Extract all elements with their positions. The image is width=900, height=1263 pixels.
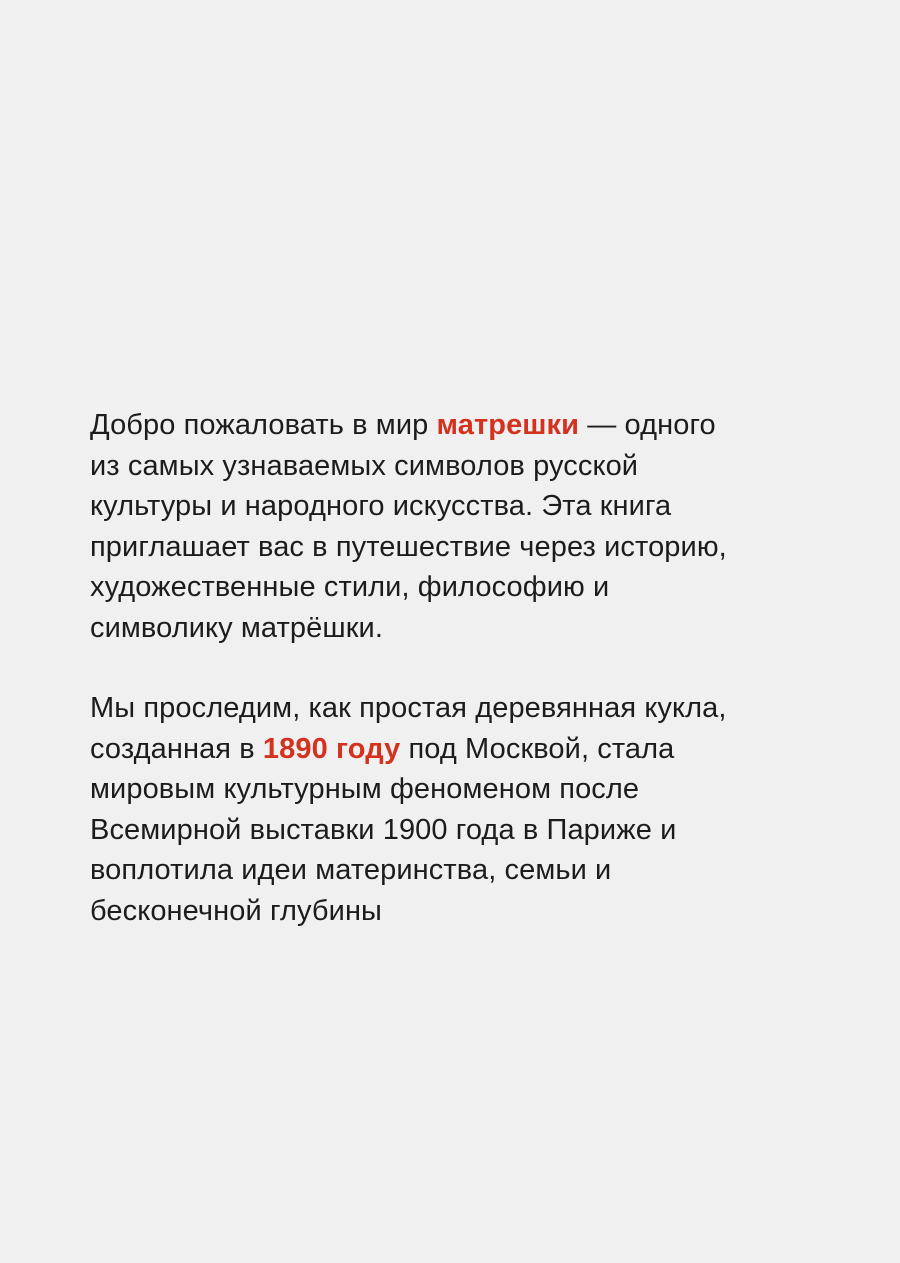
text-line: мировым культурным феноменом после <box>90 773 640 805</box>
text-line: культуры и народного искусства. Эта книга <box>90 490 672 522</box>
intro-paragraph-1 <box>90 405 820 648</box>
intro-paragraph-2 <box>90 688 820 931</box>
text-segment: Добро пожаловать в мир <box>90 409 437 441</box>
text-line: воплотила идеи материнства, семьи и <box>90 854 612 886</box>
text-line <box>90 729 820 770</box>
text-line: бесконечной глубины <box>90 894 382 927</box>
highlight-matryoshka: матрешки <box>436 409 580 441</box>
text-line: приглашает вас в путешествие через историю, <box>90 530 727 563</box>
text-line: Мы проследим, как простая деревянная кукла, <box>90 692 727 724</box>
text-line: Всемирной выставки 1900 года в Париже и <box>90 813 677 846</box>
text-line: из самых узнаваемых символов русской <box>90 449 639 482</box>
intro-text-block <box>90 405 820 931</box>
text-segment: созданная в <box>90 732 263 765</box>
text-line: символику матрёшки. <box>90 611 383 644</box>
highlight-year: 1890 году <box>262 732 401 765</box>
text-line: художественные стили, философию и <box>90 571 610 603</box>
text-segment: под Москвой, стала <box>400 732 675 765</box>
text-line <box>90 405 820 446</box>
text-segment: — одного <box>579 409 716 441</box>
